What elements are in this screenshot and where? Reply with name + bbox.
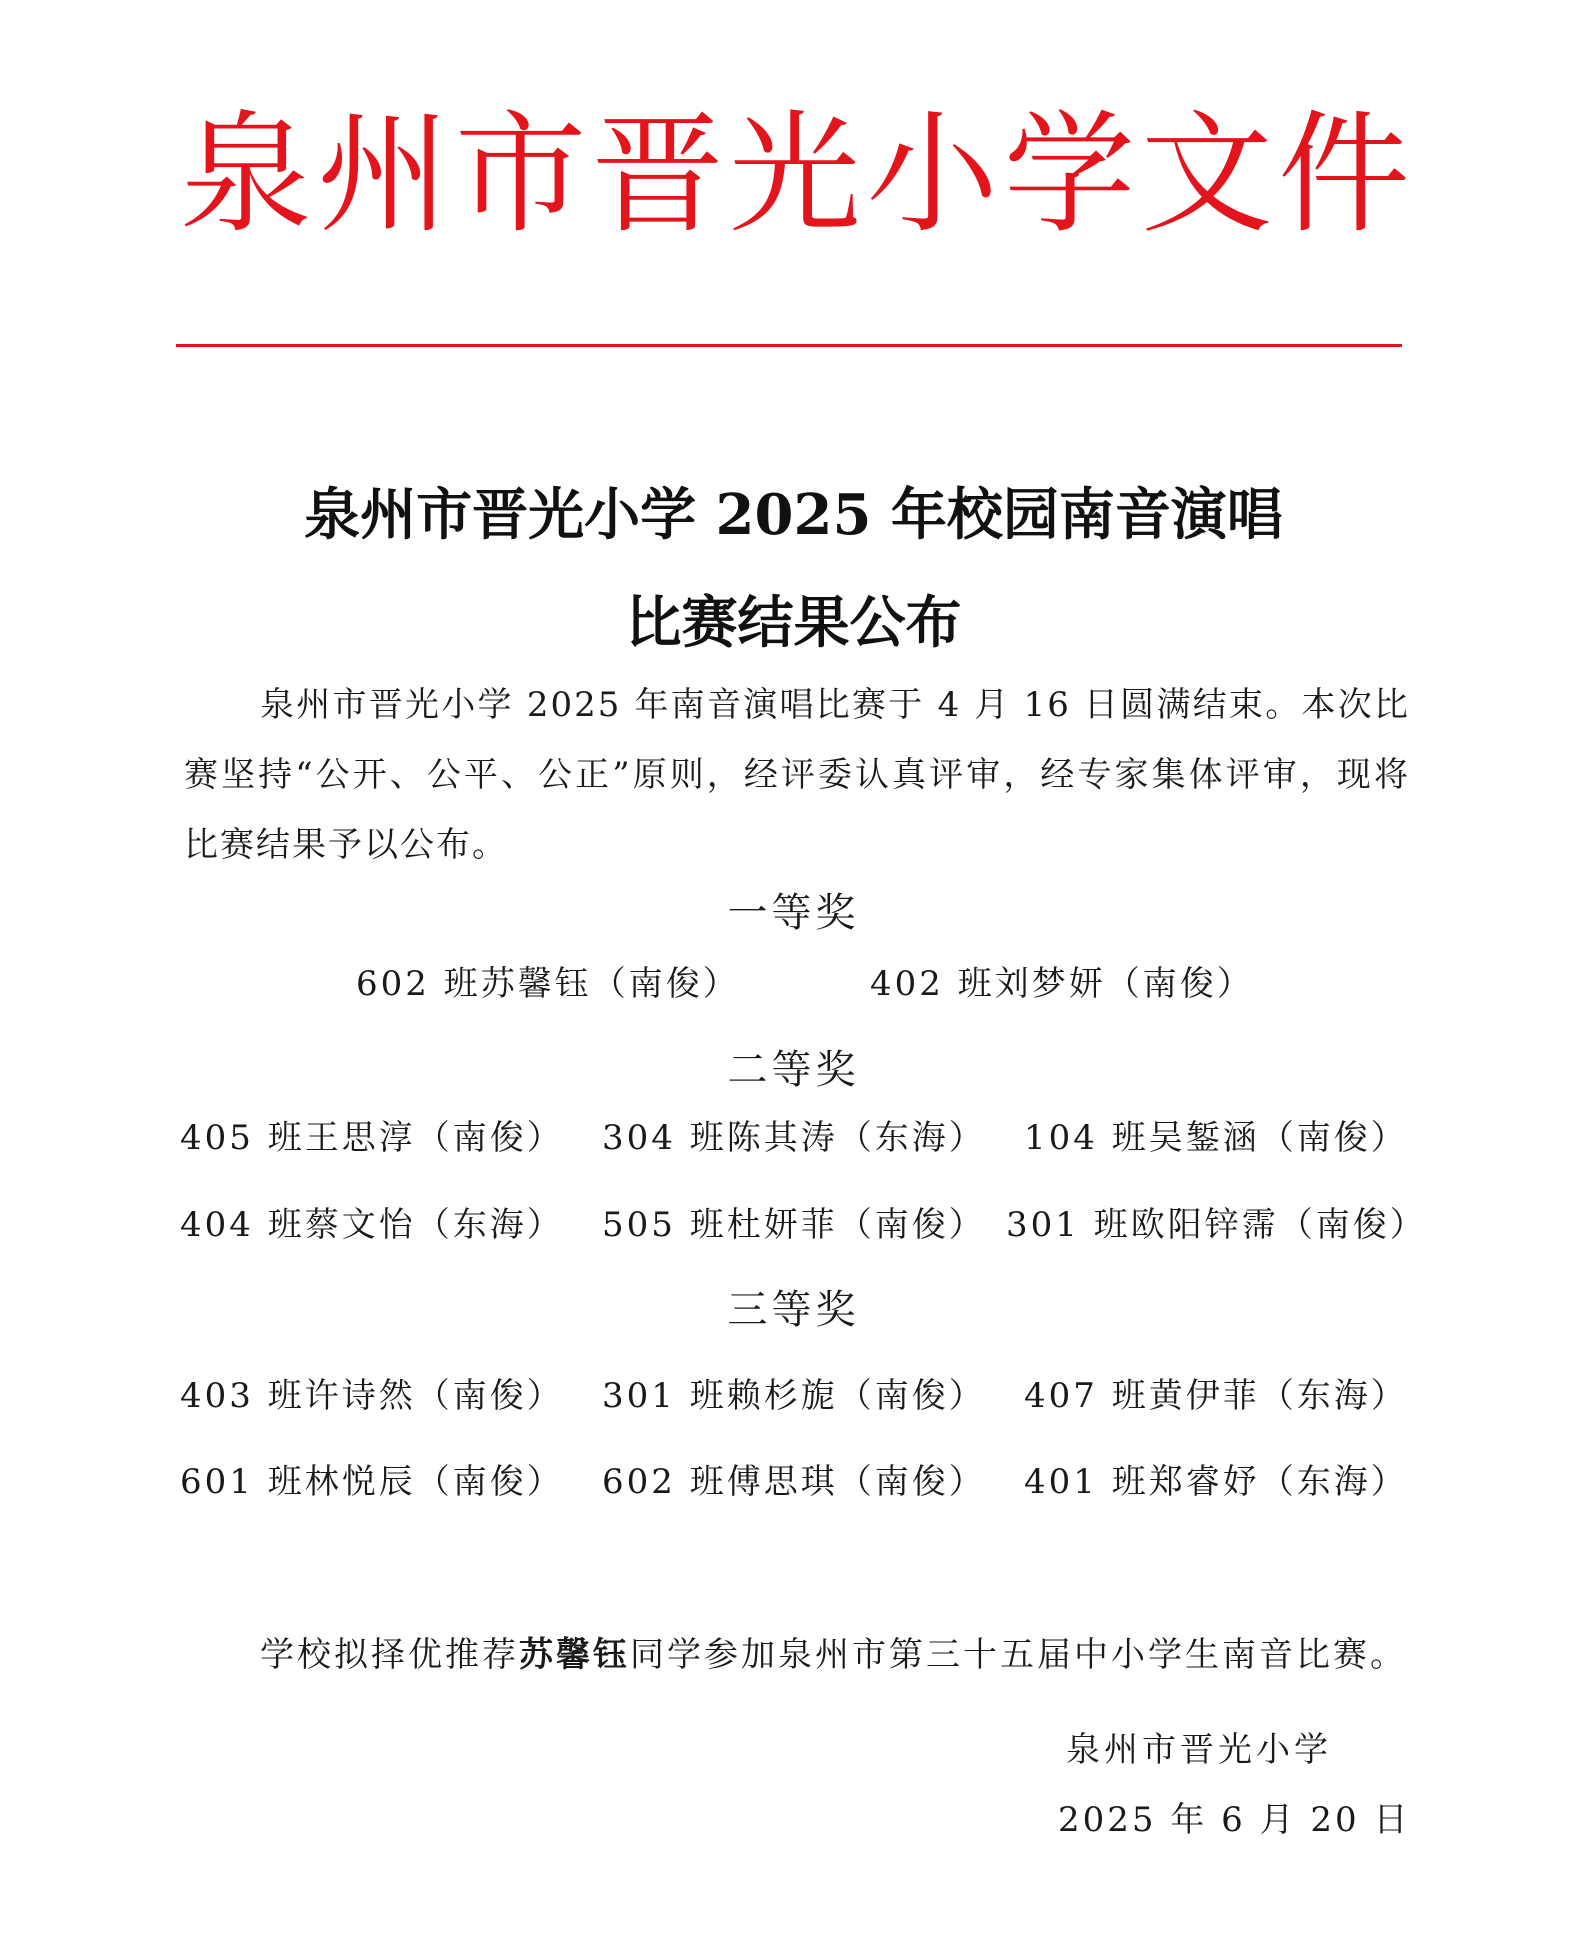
- masthead-char: 晋: [591, 98, 724, 252]
- second-prize-winner: 304 班陈其涛（东海）: [602, 1118, 986, 1158]
- third-prize-winner: 602 班傅思琪（南俊）: [602, 1462, 986, 1502]
- masthead-char: 学: [1003, 98, 1136, 252]
- masthead-char: 文: [1140, 98, 1273, 252]
- signature-date: 2025 年 6 月 20 日: [1058, 1800, 1411, 1840]
- third-prize-heading: 三等奖: [727, 1287, 860, 1333]
- second-prize-winner: 404 班蔡文怡（东海）: [180, 1205, 564, 1245]
- masthead-char: 州: [317, 98, 450, 252]
- masthead-char: 泉: [180, 98, 312, 252]
- signature-organization: 泉州市晋光小学: [1066, 1730, 1332, 1770]
- recommendation-sentence: [260, 1630, 1407, 1680]
- masthead-char: 件: [1278, 98, 1410, 252]
- document-title-line1: 泉州市晋光小学 2025 年校园南音演唱: [304, 482, 1283, 548]
- second-prize-winner: 104 班吴錾涵（南俊）: [1024, 1118, 1408, 1158]
- masthead-char: 市: [454, 98, 587, 252]
- third-prize-winner: 301 班赖杉旎（南俊）: [602, 1376, 986, 1416]
- recommendation-text-before: 学校拟择优推荐: [260, 1635, 519, 1675]
- first-prize-winner: 402 班刘梦妍（南俊）: [870, 964, 1254, 1004]
- second-prize-winner: 301 班欧阳锌霈（南俊）: [1006, 1205, 1427, 1245]
- first-prize-winner: 602 班苏馨钰（南俊）: [356, 964, 740, 1004]
- recommendation-text-after: 同学参加泉州市第三十五届中小学生南音比赛。: [630, 1635, 1407, 1675]
- document-title-line2: 比赛结果公布: [625, 590, 962, 656]
- second-prize-winner: 505 班杜妍菲（南俊）: [602, 1205, 986, 1245]
- first-prize-heading: 一等奖: [727, 890, 860, 936]
- masthead-char: 小: [866, 98, 999, 252]
- masthead-divider: [176, 344, 1402, 347]
- document-masthead: [180, 98, 1410, 252]
- masthead-char: 光: [729, 98, 861, 252]
- third-prize-winner: 403 班许诗然（南俊）: [180, 1376, 564, 1416]
- second-prize-winner: 405 班王思淳（南俊）: [180, 1118, 564, 1158]
- third-prize-winner: 401 班郑睿妤（东海）: [1024, 1462, 1408, 1502]
- recommended-student-name: 苏馨钰: [519, 1635, 630, 1675]
- intro-paragraph: 泉州市晋光小学 2025 年南音演唱比赛于 4 月 16 日圆满结束。本次比赛坚持“公开、公平、公正”原则，经评委认真评审，经专家集体评审，现将比赛结果予以公布。: [184, 685, 1410, 865]
- second-prize-heading: 二等奖: [727, 1047, 860, 1093]
- third-prize-winner: 601 班林悦辰（南俊）: [180, 1462, 564, 1502]
- third-prize-winner: 407 班黄伊菲（东海）: [1024, 1376, 1408, 1416]
